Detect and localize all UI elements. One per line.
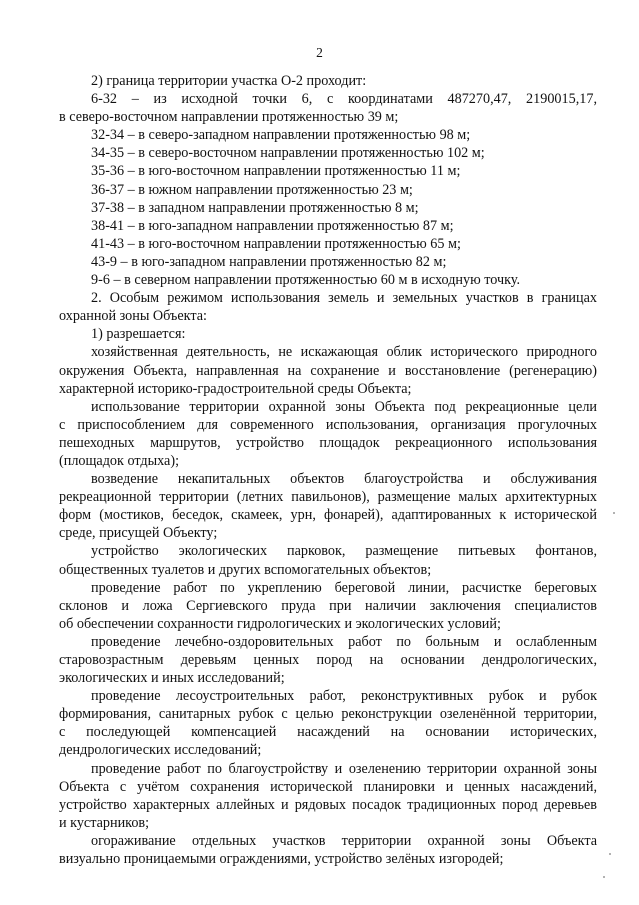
text-line: окружения Объекта, направленная на сохранение и восстановление (регенерацию): [59, 362, 597, 379]
text-line: 38-41 – в юго-западном направлении протяженностью 87 м;: [91, 217, 454, 234]
text-line: проведение работ по укреплению береговой линии, расчистке береговых: [91, 579, 597, 596]
text-line: проведение лесоустроительных работ, реконструктивных рубок и рубок: [91, 688, 597, 705]
text-line: возведение некапитальных объектов благоустройства и обслуживания: [91, 471, 597, 488]
text-line: 2) граница территории участка О-2 проходит:: [91, 73, 367, 89]
text-line: форм (мостиков, беседок, скамеек, урн, фонарей), адаптированных к исторической: [59, 507, 597, 524]
text-line: 36-37 – в южном направлении протяженностью 23 м;: [91, 181, 413, 198]
text-line: Объекта с учётом сохранения исторической планировки и ценных насаждений,: [59, 778, 597, 795]
text-line: огораживание отдельных участков территории охранной зоны Объекта: [91, 832, 597, 849]
text-line: 35-36 – в юго-восточном направлении протяженностью 11 м;: [91, 163, 461, 180]
text-line: формирования, санитарных рубок с целью реконструкции озеленённой территории,: [59, 706, 597, 723]
document-body: [59, 72, 597, 868]
text-line: проведение лечебно-оздоровительных работ по больным и ослабленным: [91, 633, 597, 650]
text-line: 2. Особым режимом использования земель и земельных участков в границах: [91, 290, 597, 307]
text-line: 37-38 – в западном направлении протяженностью 8 м;: [91, 199, 419, 216]
text-line: 34-35 – в северо-восточном направлении протяженностью 102 м;: [91, 145, 485, 162]
text-line: визуально проницаемыми ограждениями, устройство зелёных изгородей;: [59, 851, 504, 868]
text-line: рекреационной территории (летних павильонов), размещение малых архитектурных: [59, 489, 597, 506]
text-line: проведение работ по благоустройству и озеленению территории охранной зоны: [91, 760, 597, 777]
text-line: хозяйственная деятельность, не искажающая облик исторического природного: [91, 344, 597, 361]
text-line: охранной зоны Объекта:: [59, 308, 207, 325]
scan-speck: [613, 512, 615, 514]
scan-speck: [603, 876, 605, 878]
text-line: общественных туалетов и других вспомогательных объектов;: [59, 561, 432, 578]
text-line: характерной историко-градостроительной среды Объекта;: [59, 380, 412, 397]
text-line: среде, присущей Объекту;: [59, 525, 218, 542]
text-line: склонов и ложа Сергиевского пруда при наличии заключения специалистов: [59, 597, 597, 614]
page-number: 2: [316, 45, 323, 60]
text-line: устройство характерных аллейных и рядовых посадок традиционных пород деревьев: [59, 796, 597, 813]
text-line: экологических и иных исследований;: [59, 670, 285, 687]
text-line: с последующей компенсацией насаждений на основании исторических,: [59, 724, 597, 741]
scan-speck: [609, 853, 611, 855]
text-line: об обеспечении сохранности гидрологических и экологических условий;: [59, 615, 501, 632]
text-line: 43-9 – в юго-западном направлении протяженностью 82 м;: [91, 253, 447, 270]
text-line: дендрологических исследований;: [59, 742, 262, 759]
text-line: (площадок отдыха);: [59, 452, 180, 469]
text-line: 6-32 – из исходной точки 6, с координатами 487270,47, 2190015,17,: [91, 91, 597, 108]
text-line: 32-34 – в северо-западном направлении протяженностью 98 м;: [91, 127, 471, 144]
text-line: использование территории охранной зоны Объекта под рекреационные цели: [91, 398, 597, 415]
text-line: 41-43 – в юго-восточном направлении протяженностью 65 м;: [91, 235, 461, 252]
text-line: 9-6 – в северном направлении протяженностью 60 м в исходную точку.: [91, 272, 521, 289]
text-line: старовозрастным деревьям ценных пород на основании дендрологических,: [59, 652, 597, 668]
text-line: устройство экологических парковок, размещение питьевых фонтанов,: [91, 543, 597, 560]
text-line: с приспособлением для современного использования, организация прогулочных: [59, 416, 597, 433]
text-line: и кустарников;: [59, 814, 150, 831]
text-line: пешеходных маршрутов, устройство площадок рекреационного использования: [59, 434, 597, 451]
text-line: в северо-восточном направлении протяженностью 39 м;: [59, 109, 399, 126]
text-line: 1) разрешается:: [91, 326, 186, 343]
